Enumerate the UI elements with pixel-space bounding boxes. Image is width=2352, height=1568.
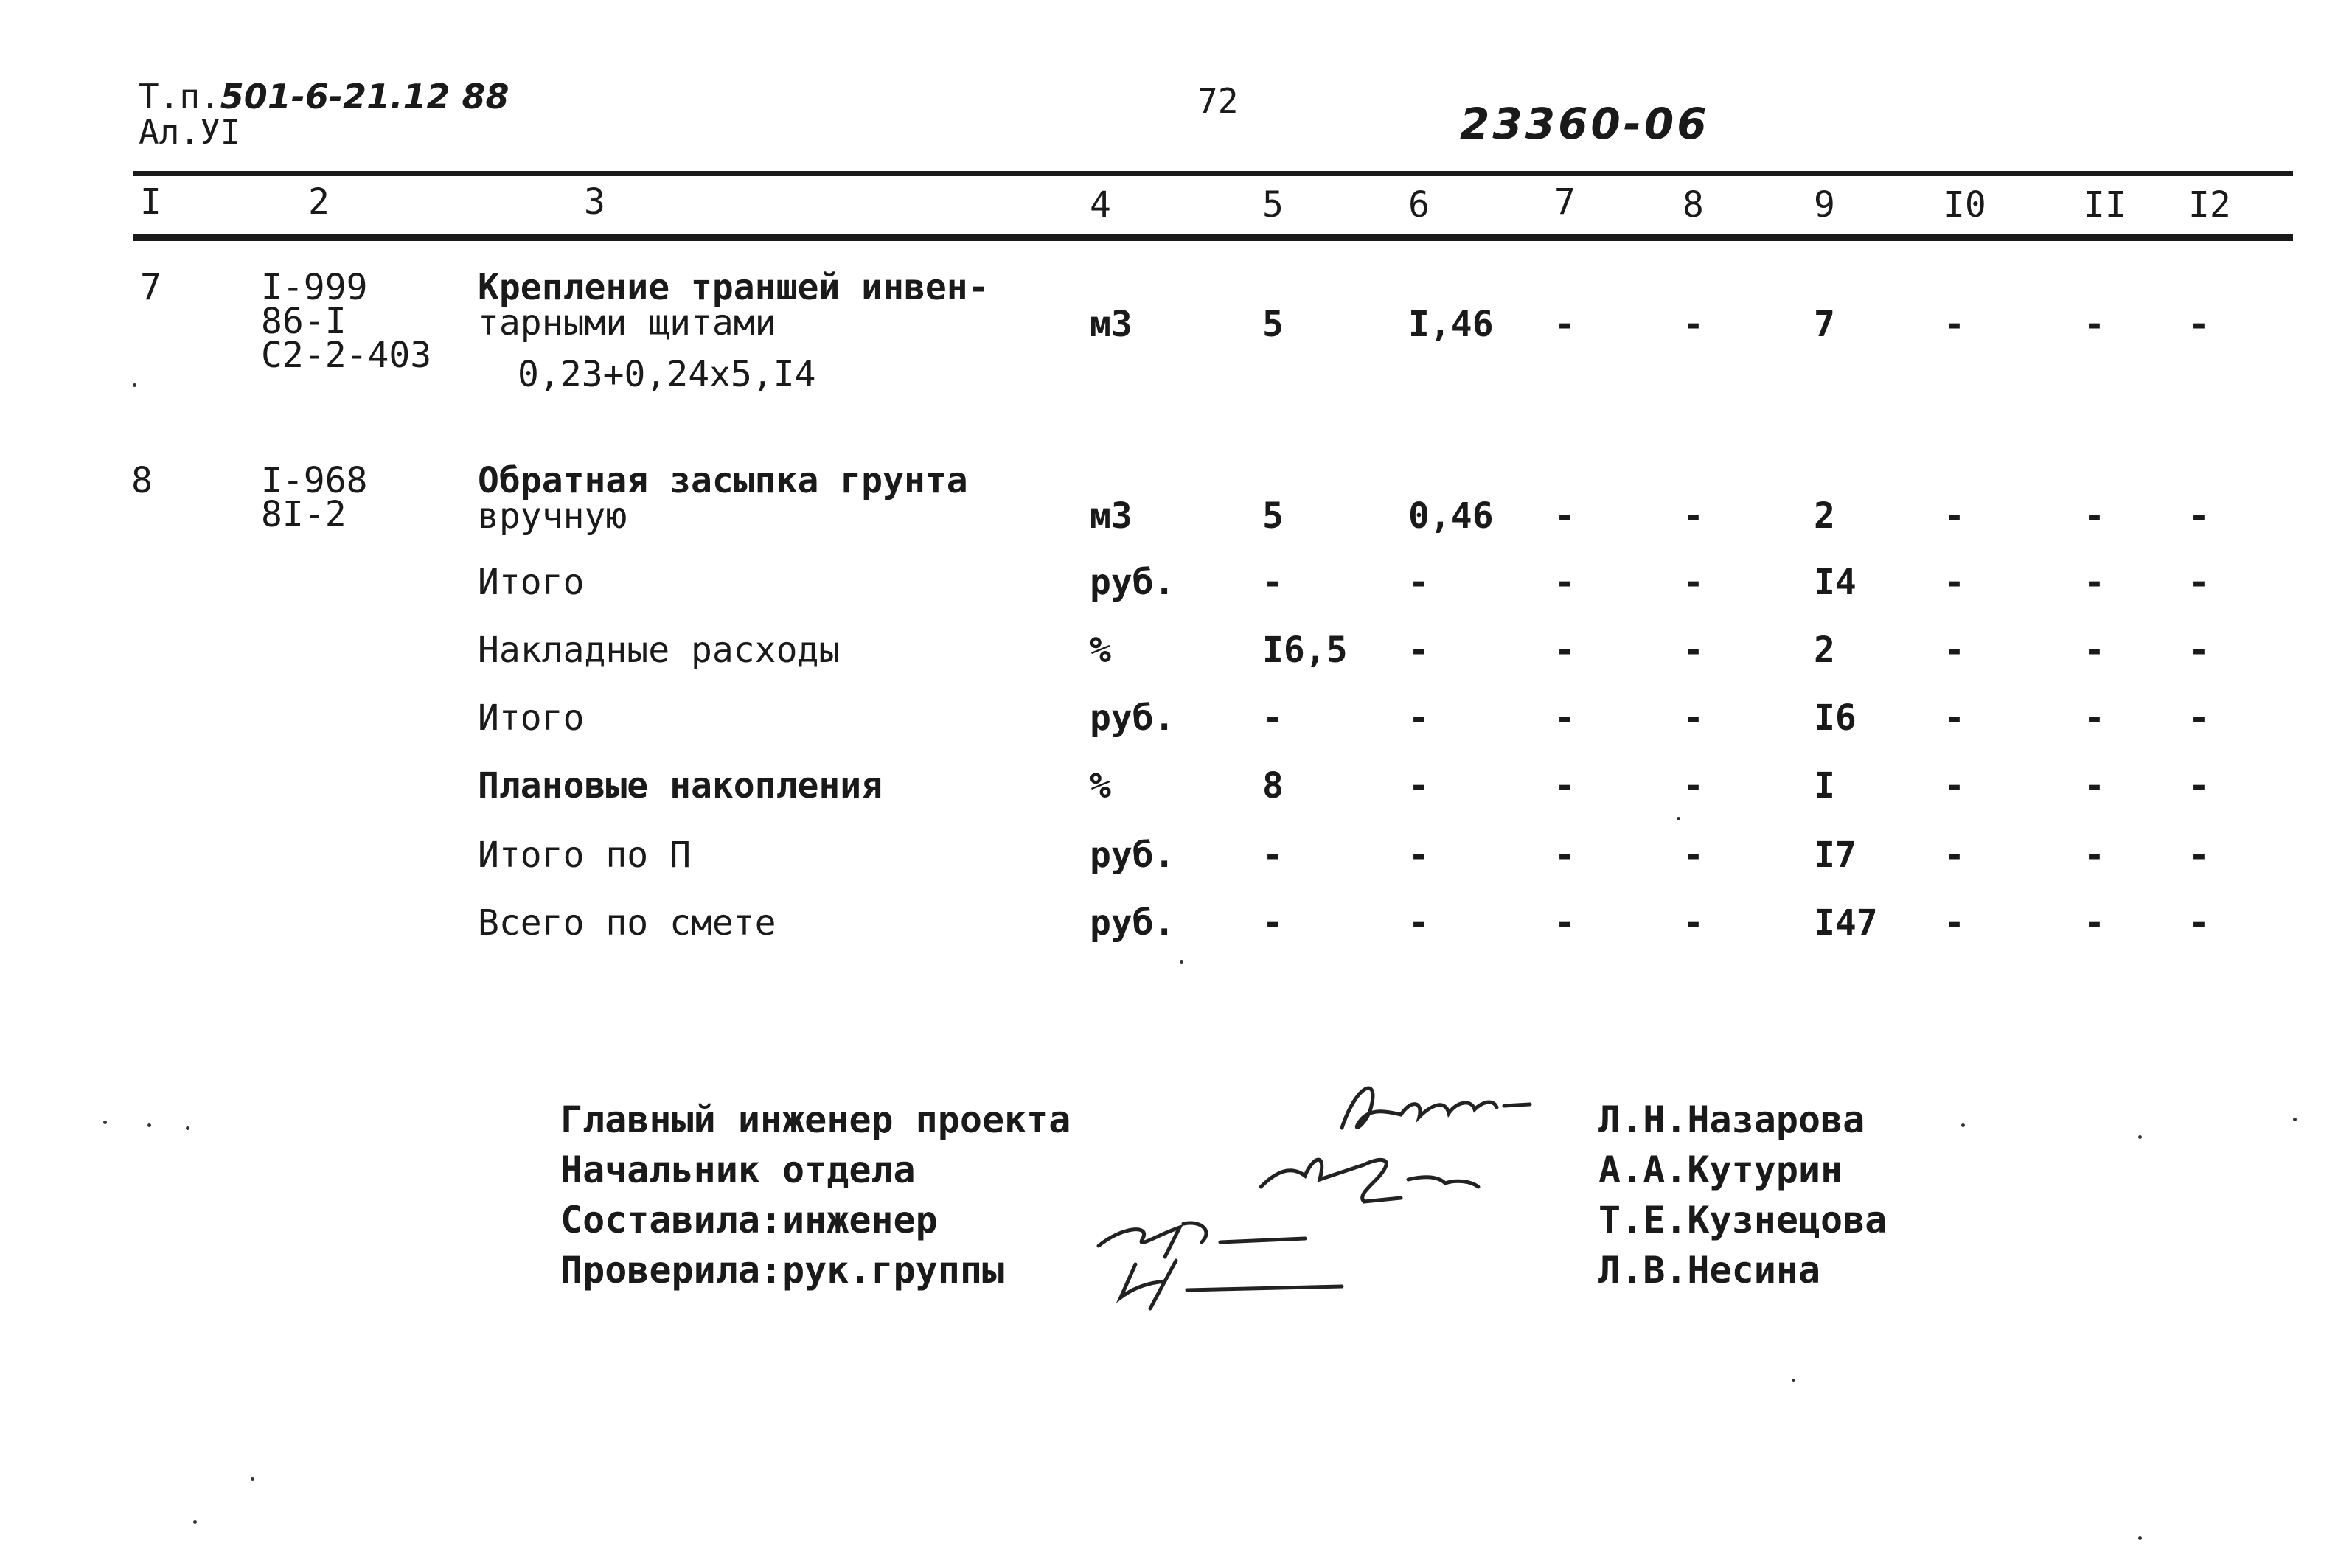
col9-value: I47 — [1814, 902, 1878, 944]
col12-value: - — [2188, 697, 2210, 739]
col6-value: - — [1408, 697, 1430, 739]
doc-prefix: Т.п. — [139, 77, 220, 116]
col9-value: I6 — [1814, 697, 1857, 739]
col9-value: I — [1814, 765, 1835, 806]
row-number: 8 — [131, 460, 153, 501]
signatory-title: Начальник отдела — [560, 1149, 916, 1191]
scan-speck — [186, 1126, 189, 1130]
page-number: 72 — [1197, 81, 1239, 121]
col12-value: - — [2188, 630, 2210, 671]
col5-value: 5 — [1262, 304, 1284, 345]
col5-value: - — [1262, 697, 1284, 739]
unit: руб. — [1090, 697, 1175, 739]
work-description: Крепление траншей инвен- — [478, 267, 989, 308]
scan-speck — [133, 383, 136, 387]
unit: м3 — [1090, 495, 1132, 537]
row-number: 7 — [140, 267, 161, 308]
header-top-rule — [133, 171, 2293, 176]
col8-value: - — [1683, 697, 1704, 739]
col11-value: - — [2084, 304, 2105, 345]
col-header-10: I0 — [1944, 184, 1986, 226]
col6-value: - — [1408, 902, 1430, 944]
col7-value: - — [1554, 562, 1576, 603]
signatory-name: Т.Е.Кузнецова — [1598, 1199, 1887, 1241]
col9-value: I7 — [1814, 834, 1857, 876]
total-label: Накладные расходы — [478, 630, 841, 671]
col9-value: 2 — [1814, 630, 1835, 671]
col-header-9: 9 — [1814, 184, 1835, 226]
col10-value: - — [1944, 304, 1965, 345]
col-header-12: I2 — [2188, 184, 2231, 226]
col5-value: I6,5 — [1262, 630, 1348, 671]
col-header-11: II — [2084, 184, 2126, 226]
unit: % — [1090, 630, 1111, 671]
col12-value: - — [2188, 304, 2210, 345]
col9-value: I4 — [1814, 562, 1857, 603]
sheet-label: Ал.УI — [139, 112, 241, 152]
col11-value: - — [2084, 834, 2105, 876]
col8-value: - — [1683, 765, 1704, 806]
total-label: Итого по П — [478, 834, 691, 876]
norm-code: 8I-2 — [261, 494, 347, 535]
scan-speck — [193, 1520, 197, 1524]
signatory-title: Проверила:рук.группы — [560, 1249, 1005, 1292]
col10-value: - — [1944, 697, 1965, 739]
unit: руб. — [1090, 834, 1175, 876]
unit: % — [1090, 765, 1111, 806]
col-header-4: 4 — [1090, 184, 1111, 226]
col7-value: - — [1554, 495, 1576, 537]
norm-code: 86-I — [261, 301, 347, 342]
col11-value: - — [2084, 630, 2105, 671]
scan-speck — [2138, 1536, 2142, 1540]
col8-value: - — [1683, 304, 1704, 345]
scan-speck — [103, 1121, 107, 1124]
quantity-formula: 0,23+0,24x5,I4 — [518, 354, 816, 395]
col5-value: 5 — [1262, 495, 1284, 537]
col9-value: 7 — [1814, 304, 1835, 345]
col12-value: - — [2188, 902, 2210, 944]
col6-value: - — [1408, 834, 1430, 876]
signatory-title: Составила:инженер — [560, 1199, 938, 1241]
col12-value: - — [2188, 562, 2210, 603]
signatory-title: Главный инженер проекта — [560, 1098, 1071, 1141]
col7-value: - — [1554, 304, 1576, 345]
col7-value: - — [1554, 902, 1576, 944]
col11-value: - — [2084, 495, 2105, 537]
scan-speck — [1792, 1379, 1795, 1382]
col12-value: - — [2188, 765, 2210, 806]
norm-code: I-968 — [261, 460, 368, 501]
col-header-1: I — [140, 181, 161, 223]
col7-value: - — [1554, 630, 1576, 671]
total-label: Всего по смете — [478, 902, 776, 944]
scan-speck — [2138, 1135, 2142, 1139]
unit: руб. — [1090, 902, 1175, 944]
work-description: тарными щитами — [478, 302, 776, 344]
col10-value: - — [1944, 765, 1965, 806]
col6-value: 0,46 — [1408, 495, 1494, 537]
total-label: Итого — [478, 562, 585, 603]
col8-value: - — [1683, 562, 1704, 603]
col10-value: - — [1944, 495, 1965, 537]
total-label: Плановые накопления — [478, 765, 883, 806]
total-label: Итого — [478, 697, 585, 739]
scan-speck — [2293, 1118, 2297, 1121]
signature-group-leader — [1106, 1246, 1349, 1312]
col10-value: - — [1944, 630, 1965, 671]
scan-speck — [147, 1123, 151, 1127]
col8-value: - — [1683, 902, 1704, 944]
doc-number: 501-6-21.12 88 — [220, 77, 509, 116]
col-header-5: 5 — [1262, 184, 1284, 226]
col5-value: 8 — [1262, 765, 1284, 806]
col7-value: - — [1554, 697, 1576, 739]
col7-value: - — [1554, 834, 1576, 876]
col11-value: - — [2084, 765, 2105, 806]
norm-code: C2-2-403 — [261, 335, 432, 376]
unit: руб. — [1090, 562, 1175, 603]
col8-value: - — [1683, 495, 1704, 537]
col5-value: - — [1262, 562, 1284, 603]
header-bottom-rule — [133, 234, 2293, 241]
col-header-7: 7 — [1554, 181, 1576, 223]
col11-value: - — [2084, 902, 2105, 944]
signatory-name: Л.В.Несина — [1598, 1249, 1821, 1292]
col-header-8: 8 — [1683, 184, 1704, 226]
col6-value: - — [1408, 630, 1430, 671]
col6-value: - — [1408, 562, 1430, 603]
col8-value: - — [1683, 834, 1704, 876]
norm-code: I-999 — [261, 267, 368, 308]
col10-value: - — [1944, 902, 1965, 944]
scan-speck — [1180, 960, 1183, 964]
col11-value: - — [2084, 562, 2105, 603]
col9-value: 2 — [1814, 495, 1835, 537]
col-header-6: 6 — [1408, 184, 1430, 226]
unit: м3 — [1090, 304, 1132, 345]
signatory-name: Л.Н.Назарова — [1598, 1098, 1865, 1141]
col12-value: - — [2188, 495, 2210, 537]
col7-value: - — [1554, 765, 1576, 806]
scan-speck — [1677, 817, 1680, 820]
scan-speck — [1961, 1123, 1965, 1127]
archive-number: 23360-06 — [1460, 99, 1710, 149]
col10-value: - — [1944, 562, 1965, 603]
scan-speck — [251, 1477, 254, 1481]
col5-value: - — [1262, 902, 1284, 944]
col11-value: - — [2084, 697, 2105, 739]
col-header-3: 3 — [584, 181, 605, 223]
col12-value: - — [2188, 834, 2210, 876]
col6-value: I,46 — [1408, 304, 1494, 345]
signatory-name: А.А.Кутурин — [1598, 1149, 1843, 1191]
col5-value: - — [1262, 834, 1284, 876]
col8-value: - — [1683, 630, 1704, 671]
col10-value: - — [1944, 834, 1965, 876]
work-description: вручную — [478, 495, 627, 537]
doc-title — [139, 77, 509, 116]
work-description: Обратная засыпка грунта — [478, 460, 968, 501]
col-header-2: 2 — [308, 181, 330, 223]
col6-value: - — [1408, 765, 1430, 806]
